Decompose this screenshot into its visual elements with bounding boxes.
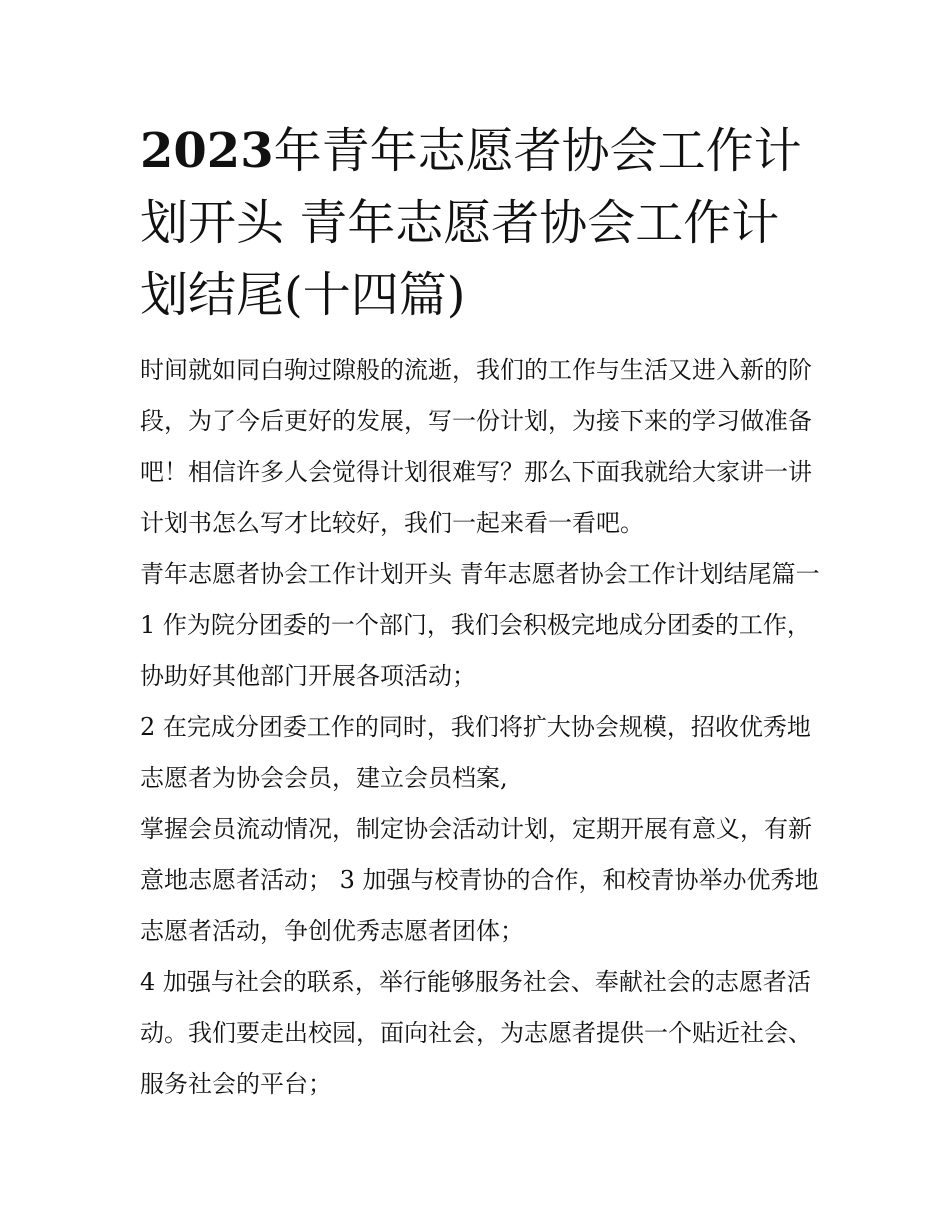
document-page — [140, 115, 820, 1110]
paragraph-item-2: 2 在完成分团委工作的同时，我们将扩大协会规模，招收优秀地志愿者为协会会员，建立会员档案, — [140, 713, 811, 792]
paragraph-item-3: 掌握会员流动情况，制定协会活动计划，定期开展有意义，有新意地志愿者活动； 3 加强与校青协的合作，和校青协举办优秀地志愿者活动，争创优秀志愿者团体； — [140, 815, 819, 945]
document-body — [140, 345, 820, 1110]
title-year: 2023 — [140, 123, 274, 179]
title-text: 年青年志愿者协会工作计划开头 青年志愿者协会工作计划结尾(十四篇) — [140, 123, 802, 323]
document-title — [140, 115, 820, 331]
paragraph-item-1: 青年志愿者协会工作计划开头 青年志愿者协会工作计划结尾篇一 1 作为院分团委的一个部门，我们会积极完地成分团委的工作，协助好其他部门开展各项活动； — [140, 560, 820, 690]
paragraph-intro: 时间就如同白驹过隙般的流逝，我们的工作与生活又进入新的阶段，为了今后更好的发展，写一份计划，为接下来的学习做准备吧！相信许多人会觉得计划很难写？那么下面我就给大家讲一讲计划书怎么写才比较好，我们一起来看一看吧。 — [140, 356, 812, 537]
paragraph-item-4: 4 加强与社会的联系，举行能够服务社会、奉献社会的志愿者活动。我们要走出校园，面向社会，为志愿者提供一个贴近社会、服务社会的平台； — [140, 968, 812, 1098]
